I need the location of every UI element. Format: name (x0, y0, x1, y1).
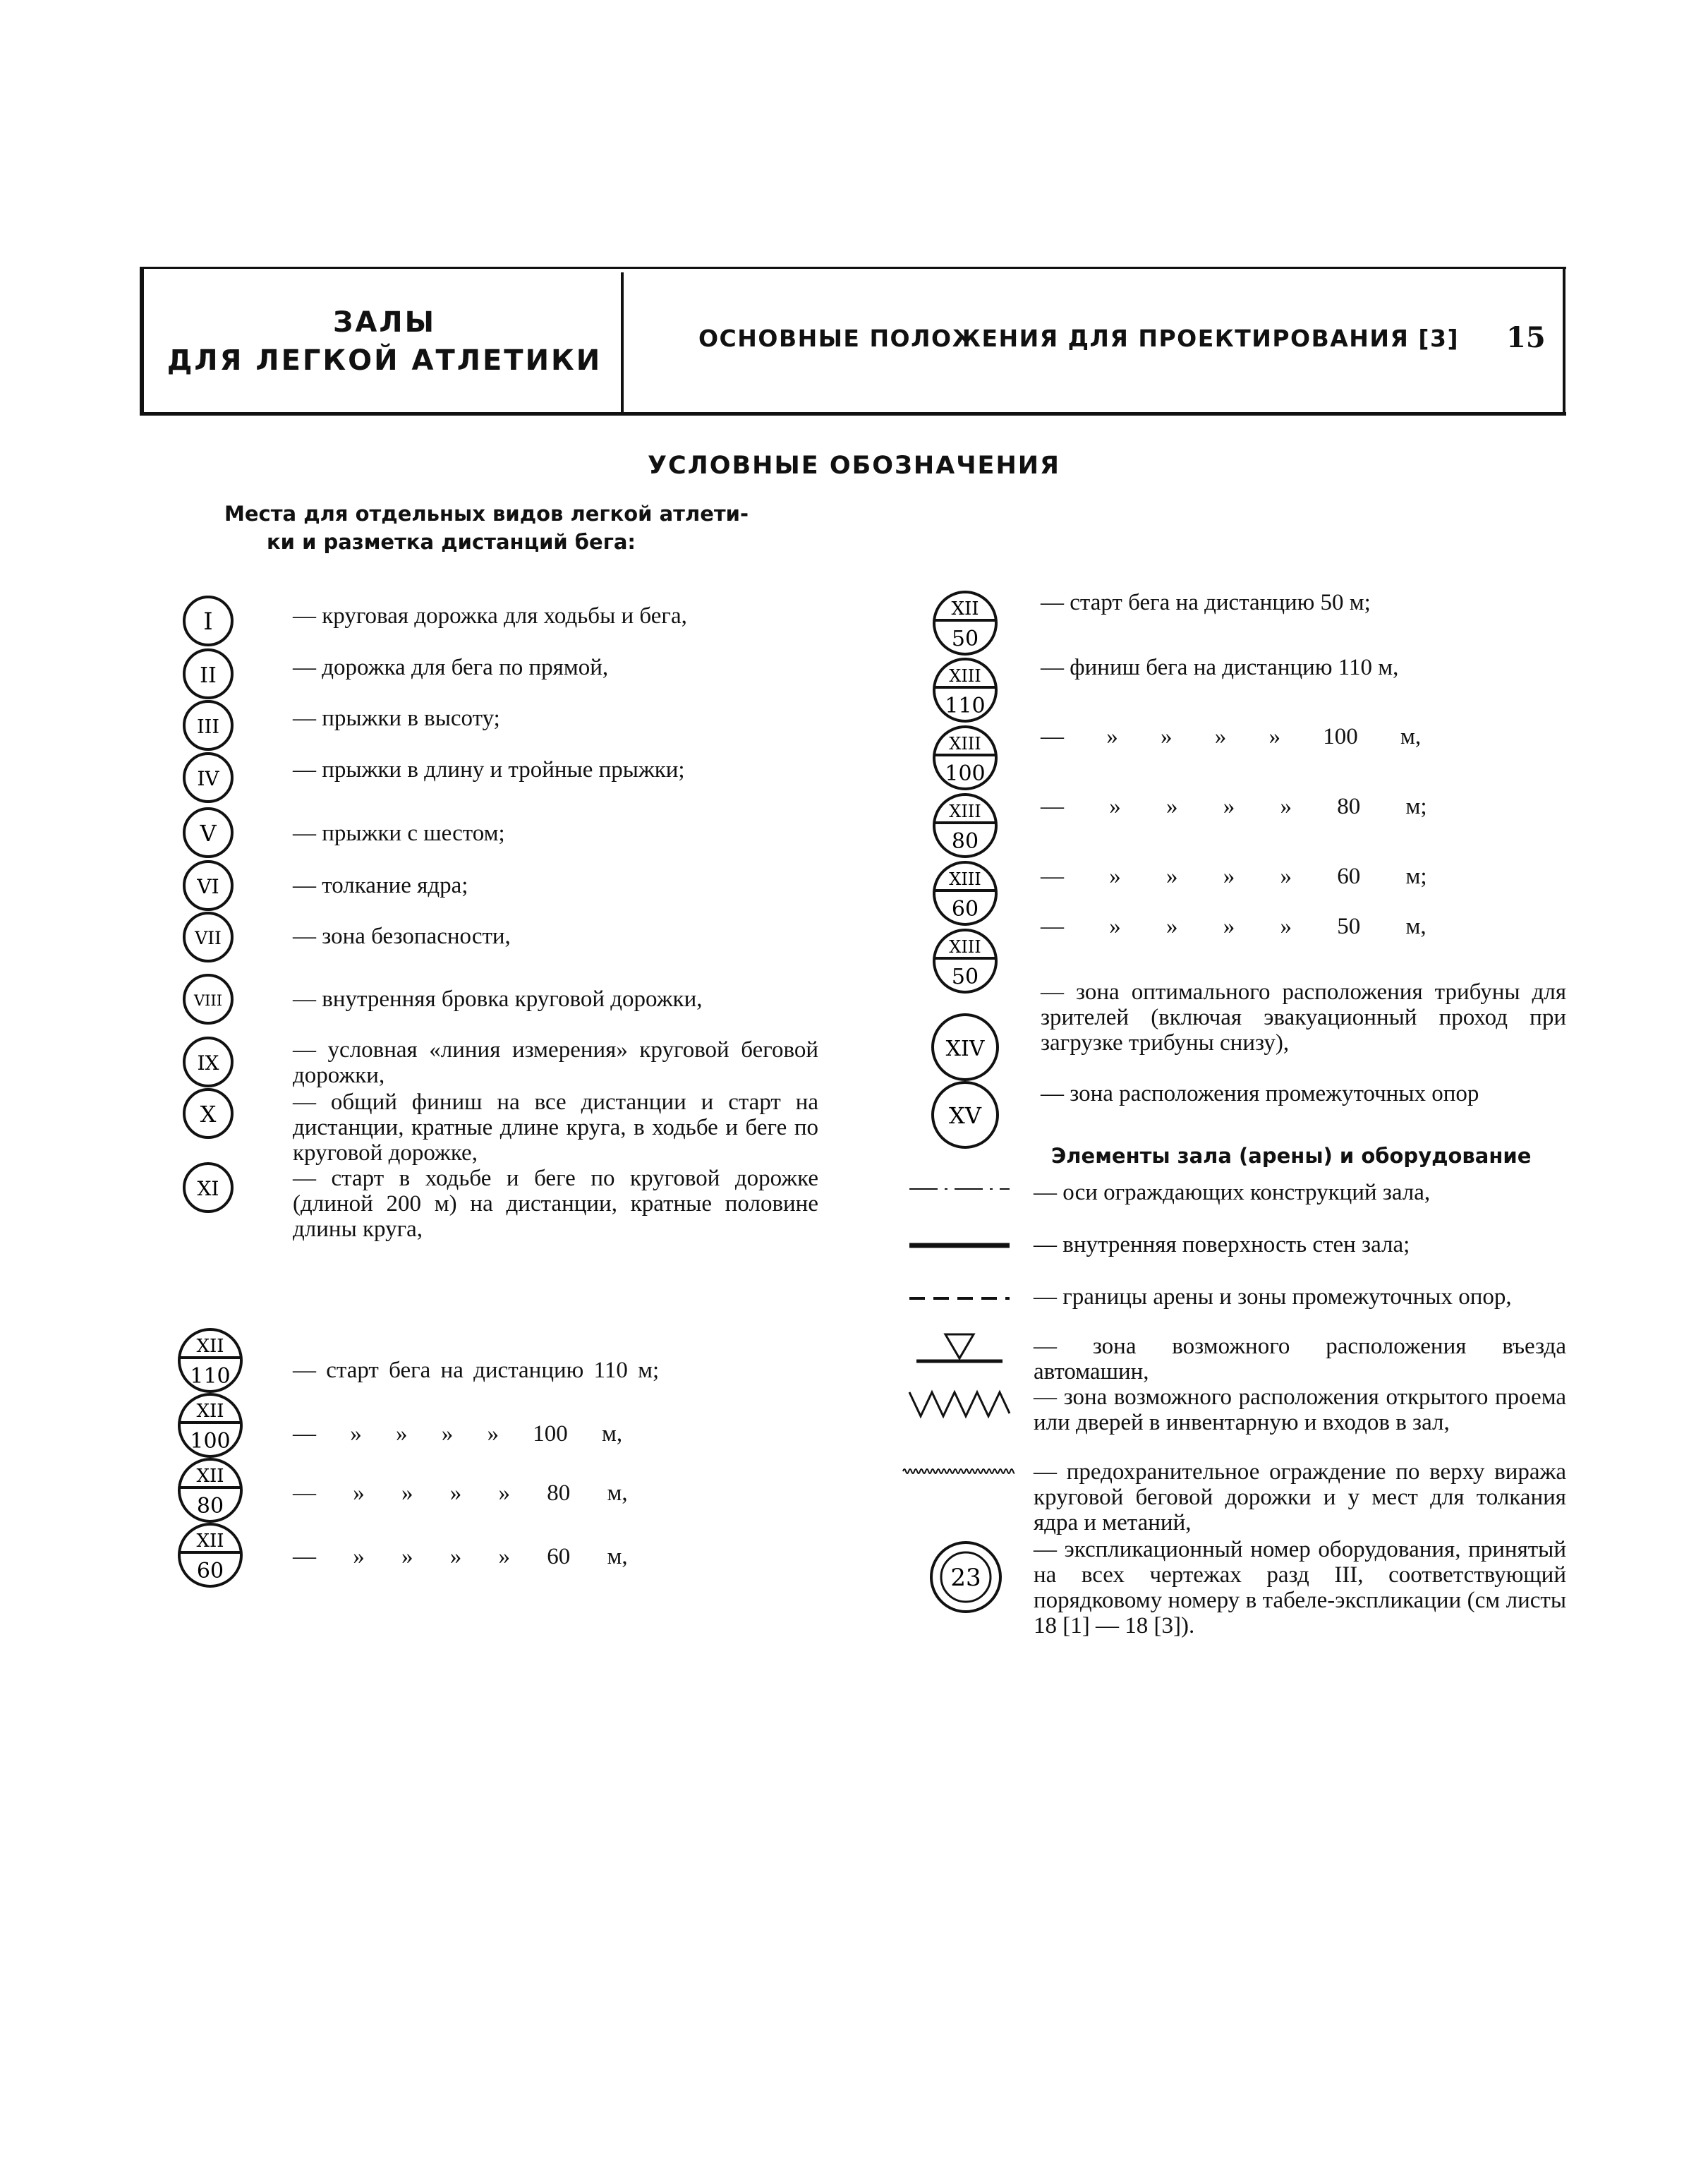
svg-text:XII: XII (951, 598, 979, 620)
svg-text:IX: IX (197, 1051, 219, 1075)
svg-text:80: 80 (951, 829, 979, 854)
finish-110-icon (930, 655, 1000, 725)
symbol-xiv-icon (928, 1010, 1002, 1084)
legend-item-text: — внутренняя бровка круговой дорожки, (293, 986, 703, 1012)
wavy-line-icon (902, 1464, 1014, 1478)
symbol-x-icon (180, 1085, 236, 1142)
left-subtitle-line1: Места для отдельных видов легкой атлети- (224, 502, 749, 526)
svg-text:110: 110 (190, 1364, 231, 1389)
symbol-iv-icon (180, 749, 236, 806)
symbol-v-icon (180, 804, 236, 861)
start-100-icon (175, 1390, 246, 1461)
legend-item-text: — » » » » 80 м, (293, 1480, 628, 1506)
legend-item-text: — внутренняя поверхность стен зала; (1034, 1232, 1410, 1257)
header-title (148, 303, 621, 380)
legend-item-text: — круговая дорожка для ходьбы и бега, (293, 603, 687, 629)
legend-item-text: — прыжки в высоту; (293, 706, 500, 731)
start-50-icon (930, 588, 1000, 658)
legend-item-text: — » » » » 100 м, (293, 1421, 623, 1447)
legend-item-text: — старт в ходьбе и беге по круговой дорожке (длиной 200 м) на дистанции, кратные половине длины круга, (293, 1166, 818, 1242)
triangle-marker-icon (907, 1330, 1012, 1365)
symbol-ii-icon (180, 646, 236, 702)
page-number: 15 (1506, 321, 1546, 354)
legend-item-text: — старт бега на дистанцию 50 м; (1041, 590, 1371, 615)
legend-item-text: — зона возможного расположения въезда автомашин, (1034, 1334, 1566, 1384)
start-60-icon (175, 1520, 246, 1590)
symbol-viii-icon (180, 971, 236, 1027)
double-circle-icon (927, 1538, 1005, 1616)
svg-text:XII: XII (196, 1401, 224, 1422)
svg-text:XV: XV (949, 1102, 981, 1129)
legend-item-text: — старт бега на дистанцию 110 м; (293, 1358, 660, 1383)
legend-item-text: — » » » » 50 м, (1041, 914, 1427, 939)
legend-item-text: — прыжки с шестом; (293, 821, 505, 846)
svg-text:III: III (197, 716, 219, 738)
legend-item-text: — » » » » 60 м, (293, 1544, 628, 1569)
svg-text:100: 100 (190, 1429, 231, 1454)
svg-text:VII: VII (195, 928, 222, 948)
svg-text:XIV: XIV (945, 1037, 985, 1061)
legend-item-text: — зона оптимального расположения трибуны для зрителей (включая эвакуационный проход при загрузке трибуны снизу), (1041, 979, 1566, 1056)
svg-text:XIII: XIII (949, 666, 981, 686)
legend-item-text: — зона безопасности, (293, 924, 511, 949)
legend-item-text: — предохранительное ограждение по верху виража круговой беговой дорожки и у мест для толкания ядра и метаний, (1034, 1459, 1566, 1535)
legend-item-text: — общий финиш на все дистанции и старт на дистанции, кратные длине круга, в ходьбе и беге по круговой дорожке, (293, 1089, 818, 1166)
dashed-line-icon (907, 1288, 1012, 1309)
symbol-vi-icon (180, 857, 236, 914)
legend-item-text: — зона возможного расположения открытого проема или дверей в инвентарную и входов в зал, (1034, 1384, 1566, 1435)
legend-item-text: — оси ограждающих конструкций зала, (1034, 1180, 1431, 1205)
svg-text:XII: XII (196, 1466, 224, 1487)
finish-100-icon (930, 723, 1000, 793)
legend-item-text: — условная «линия измерения» круговой беговой дорожки, (293, 1037, 818, 1088)
left-subtitle (224, 500, 749, 556)
svg-text:60: 60 (951, 897, 979, 922)
symbol-xv-icon (928, 1078, 1002, 1152)
svg-text:23: 23 (950, 1564, 981, 1592)
symbol-vii-icon (180, 909, 236, 965)
legend-item-text: — финиш бега на дистанцию 110 м, (1041, 655, 1399, 680)
svg-text:50: 50 (951, 627, 979, 651)
svg-text:VIII: VIII (193, 992, 223, 1009)
svg-text:V: V (200, 820, 217, 847)
legend-item-text: — » » » » 80 м; (1041, 794, 1427, 819)
svg-text:VI: VI (197, 875, 219, 898)
svg-text:XIII: XIII (949, 937, 981, 957)
legend-item-text: — границы арены и зоны промежуточных опор, (1034, 1284, 1512, 1310)
svg-text:XII: XII (196, 1336, 224, 1357)
legend-item-text: — зона расположения промежуточных опор (1041, 1081, 1479, 1106)
start-80-icon (175, 1455, 246, 1526)
solid-thick-line-icon (907, 1235, 1012, 1256)
symbol-ix-icon (180, 1034, 236, 1090)
finish-80-icon (930, 790, 1000, 861)
legend-item-text: — прыжки в длину и тройные прыжки; (293, 757, 685, 783)
svg-text:60: 60 (196, 1559, 224, 1583)
dash-dot-line-icon (907, 1178, 1012, 1200)
zigzag-line-icon (907, 1387, 1012, 1422)
header-title-line2: ДЛЯ ЛЕГКОЙ АТЛЕТИКИ (166, 344, 602, 377)
section-title: УСЛОВНЫЕ ОБОЗНАЧЕНИЯ (648, 452, 1060, 480)
header-title-line1: ЗАЛЫ (332, 306, 437, 339)
symbol-iii-icon (180, 697, 236, 754)
svg-text:XIII: XIII (949, 734, 981, 754)
svg-text:XIII: XIII (949, 802, 981, 821)
legend-item-text: — толкание ядра; (293, 873, 468, 898)
header-subtitle: ОСНОВНЫЕ ПОЛОЖЕНИЯ ДЛЯ ПРОЕКТИРОВАНИЯ [3] (698, 325, 1460, 352)
legend-item-text: — » » » » 100 м, (1041, 724, 1422, 749)
legend-item-text: — » » » » 60 м; (1041, 864, 1427, 889)
svg-text:I: I (203, 608, 213, 636)
svg-text:100: 100 (945, 761, 986, 786)
svg-text:XII: XII (196, 1531, 224, 1552)
svg-text:110: 110 (945, 694, 986, 718)
legend-item-text: — дорожка для бега по прямой, (293, 655, 609, 680)
finish-60-icon (930, 858, 1000, 929)
symbol-xi-icon (180, 1159, 236, 1216)
svg-text:80: 80 (196, 1494, 224, 1519)
svg-text:50: 50 (951, 965, 979, 989)
legend-item-text: — экспликационный номер оборудования, принятый на всех чертежах разд III, соответствующий порядковому номеру в табеле-экспликации (см листы 18 [1] — 18 [3]). (1034, 1537, 1566, 1638)
svg-text:X: X (200, 1101, 217, 1128)
svg-text:IV: IV (197, 767, 219, 790)
svg-text:XI: XI (197, 1177, 219, 1200)
svg-text:XIII: XIII (949, 869, 981, 889)
left-subtitle-line2: ки и разметка дистанций бега: (267, 530, 636, 554)
start-110-icon (175, 1325, 246, 1396)
finish-50-icon (930, 926, 1000, 996)
right-subtitle: Элементы зала (арены) и оборудование (1051, 1144, 1532, 1168)
symbol-i-icon (180, 593, 236, 649)
svg-text:II: II (200, 663, 217, 688)
